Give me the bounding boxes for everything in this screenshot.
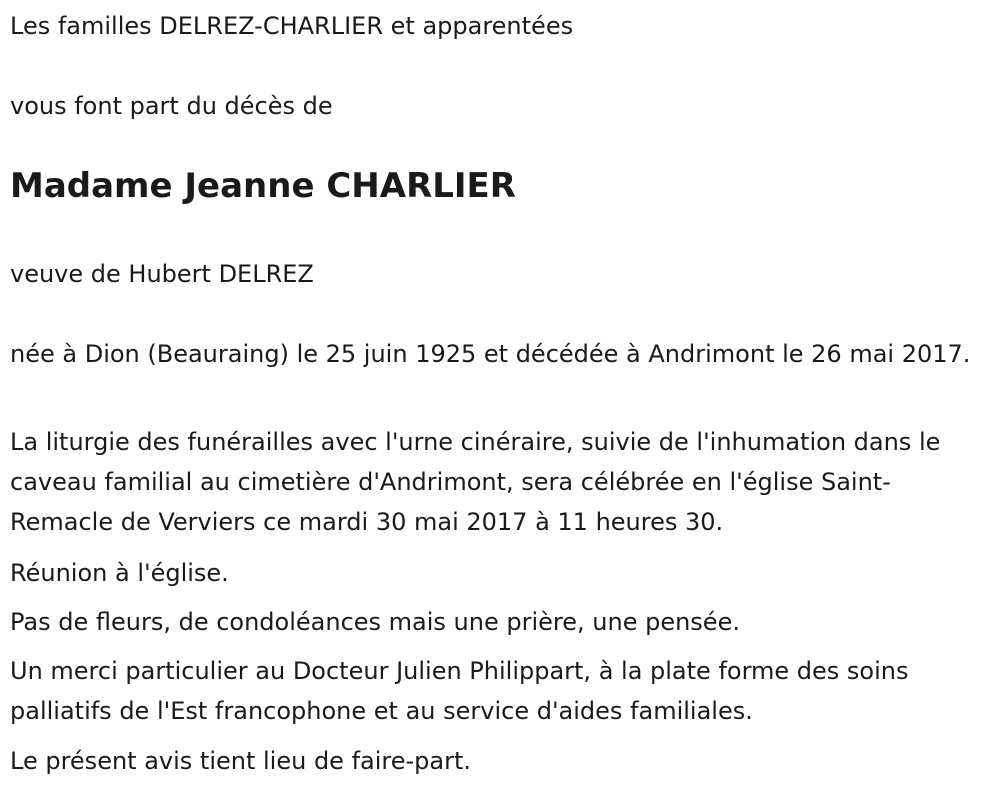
- meeting-line: Réunion à l'église.: [10, 559, 229, 587]
- announcement-line: vous font part du décès de: [10, 92, 333, 120]
- flowers-line: Pas de fleurs, de condoléances mais une prière, une pensée.: [10, 608, 740, 636]
- thanks-paragraph: Un merci particulier au Docteur Julien Philippart, à la plate forme des soins palliatifs de l'Est francophone et au service d'aides familiales.: [10, 657, 909, 725]
- liturgy-paragraph: La liturgie des funérailles avec l'urne cinéraire, suivie de l'inhumation dans le caveau familial au cimetière d'Andrimont, sera célébrée en l'église Saint-Remacle de Verviers ce mardi 30 mai 2017 à 11 heures 30.: [10, 428, 941, 536]
- families-line: Les familles DELREZ-CHARLIER et apparentées: [10, 12, 574, 40]
- closing-line: Le présent avis tient lieu de faire-part.: [10, 747, 472, 775]
- deceased-name: Madame Jeanne CHARLIER: [10, 166, 516, 206]
- widow-of-line: veuve de Hubert DELREZ: [10, 260, 314, 288]
- birth-death-paragraph: née à Dion (Beauraing) le 25 juin 1925 et décédée à Andrimont le 26 mai 2017.: [10, 340, 971, 368]
